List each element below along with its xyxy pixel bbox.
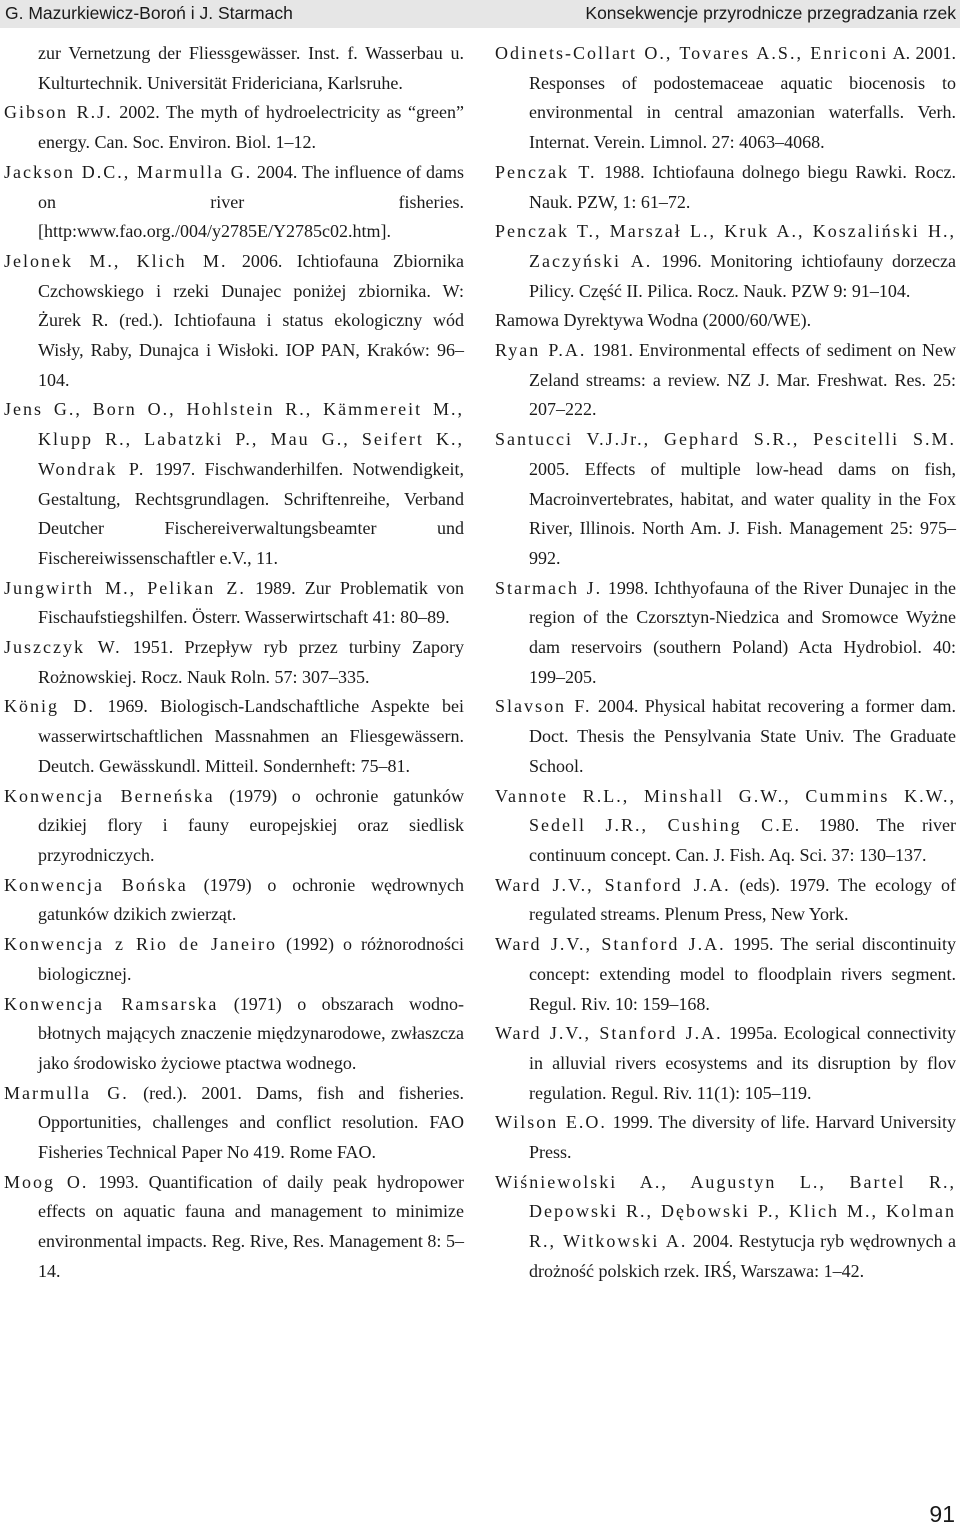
reference-authors: Juszczyk W. <box>4 637 122 658</box>
reference-entry <box>495 306 956 336</box>
reference-authors: Penczak T. <box>495 161 597 182</box>
reference-authors: Ward J.V., Stanford J.A. <box>495 934 726 955</box>
reference-authors: Odinets-Collart O., Tovares A.S., Enriconi <box>495 43 889 63</box>
reference-text: (1992) o różnorodności biologicznej. <box>38 934 464 984</box>
reference-text: 2004. Physical habitat recovering a former dam. Doct. Thesis the Pensylvania State Univ. The Graduate School. <box>529 696 957 776</box>
reference-text: 1989. Zur Problematik von Fischaufstiegshilfen. Österr. Wasserwirtschaft 41: 80–89. <box>38 577 464 628</box>
reference-text: 1996. Monitoring ichtiofauny dorzecza Pilicy. Część II. Pilica. Rocz. Nauk. PZW 9: 91–104. <box>529 250 956 301</box>
reference-text: 1981. Environmental effects of sediment on New Zeland streams: a review. NZ J. Mar. Freshwat. Res. 25: 207–222. <box>529 340 956 420</box>
reference-text: (1979) o ochronie wędrownych gatunków dzikich zwierząt. <box>38 874 465 925</box>
reference-text: 1999. The diversity of life. Harvard University Press. <box>529 1112 956 1163</box>
reference-text: 1995. The serial discontinuity concept: extending model to floodplain rivers segment. Regul. Riv. 10: 159–168. <box>529 934 957 1014</box>
reference-text: Ramowa Dyrektywa Wodna (2000/60/WE). <box>495 310 812 331</box>
reference-entry <box>4 692 464 781</box>
reference-authors: Ryan P.A. <box>495 340 587 361</box>
reference-text: 2005. Effects of multiple low-head dams on fish, Macroinvertebrates, habitat, and water quality in the Fox River, Illinois. North Am. J. Fish. Management 25: 975–992. <box>529 458 956 568</box>
reference-authors: Starmach J. <box>495 577 603 598</box>
reference-authors: König D. <box>4 696 95 717</box>
reference-authors: Gibson R.J. <box>4 102 113 123</box>
reference-authors: Jelonek M., Klich M. <box>4 250 228 271</box>
reference-text: A. 2001. Responses of podostemaceae aquatic biocenosis to environmental in central amazonian waterfalls. Verh. Internat. Verein. Limnol. 27: 4063–4068. <box>529 43 956 153</box>
reference-entry <box>4 1079 464 1168</box>
reference-entry <box>4 574 464 633</box>
reference-authors: Moog O. <box>4 1171 89 1192</box>
page-number: 91 <box>929 1501 955 1527</box>
reference-text: (eds). 1979. The ecology of regulated streams. Plenum Press, New York. <box>529 874 956 925</box>
reference-authors: Konwencja Berneńska <box>4 785 215 806</box>
reference-entry <box>4 990 464 1079</box>
reference-text: zur Vernetzung der Fliessgewässer. Inst. f. Wasserbau u. Kulturtechnik. Universität Fridericiana, Karlsruhe. <box>38 43 464 93</box>
reference-entry <box>495 425 956 574</box>
reference-entry <box>4 39 464 98</box>
reference-text: 1998. Ichthyofauna of the River Dunajec in the region of the Czorsztyn-Niedzica and Sromowce Wyżne dam reservoirs (southern Poland) Acta Hydrobiol. 40: 199–205. <box>529 577 957 687</box>
reference-entry <box>495 217 956 306</box>
reference-text: 1993. Quantification of daily peak hydropower effects on aquatic fauna and management to minimize environmental impacts. Reg. Rive, Res. Management 8: 5–14. <box>38 1171 464 1281</box>
header-authors: G. Mazurkiewicz-Boroń i J. Starmach <box>5 3 293 23</box>
reference-text: 1980. The river continuum concept. Can. J. Fish. Aq. Sci. 37: 130–137. <box>529 815 956 865</box>
reference-text: 1997. Fischwanderhilfen. Notwendigkeit, Gestaltung, Rechtsgrundlagen. Schriftenreihe, Verband Deutcher Fischereiverwaltungsbeamter und Fischereiwissenschaftler e.V., 11. <box>38 458 464 568</box>
reference-entry <box>4 158 464 247</box>
reference-authors: Konwencja Bońska <box>4 874 188 895</box>
reference-text: 1951. Przepływ ryb przez turbiny Zapory Rożnowskiej. Rocz. Nauk Roln. 57: 307–335. <box>38 637 464 687</box>
reference-authors: Ward J.V., Stanford J.A. <box>495 1023 723 1044</box>
reference-text: 1969. Biologisch-Landschaftliche Aspekte bei wasserwirtschaftlichen Massnahmen an Fliesgewässern. Deutch. Gewässkundl. Mitteil. Sondernheft: 75–81. <box>38 696 465 776</box>
reference-entry <box>495 158 956 217</box>
reference-entry <box>495 930 956 1019</box>
reference-text: 2004. Restytucja ryb wędrownych a drożność polskich rzek. IRŚ, Warszawa: 1–42. <box>529 1231 957 1281</box>
reference-entry <box>4 930 464 989</box>
reference-authors: Jens G., Born O., Hohlstein R., Kämmereit M., Klupp R., Labatzki P., Mau G., Seifert K., Wondrak P. <box>4 399 464 479</box>
reference-entry <box>495 871 956 930</box>
reference-text: 2002. The myth of hydroelectricity as “green” energy. Can. Soc. Environ. Biol. 1–12. <box>38 102 464 153</box>
header-title: Konsekwencje przyrodnicze przegradzania rzek <box>585 3 956 23</box>
reference-authors: Santucci V.J.Jr., Gephard S.R., Pescitelli S.M. <box>495 429 956 450</box>
reference-entry <box>495 692 956 781</box>
reference-entry <box>4 871 464 930</box>
references-right-column <box>495 39 956 1287</box>
reference-text: 1995a. Ecological connectivity in alluvial rivers ecosystems and its disruption by flov regulation. Regul. Riv. 11(1): 105–119. <box>529 1023 956 1103</box>
reference-authors: Penczak T., Marszał L., Kruk A., Koszaliński H., Zaczyński A. <box>495 221 956 271</box>
reference-entry <box>495 1108 956 1167</box>
running-header <box>0 0 960 28</box>
reference-authors: Konwencja Ramsarska <box>4 993 219 1014</box>
reference-text: 2006. Ichtiofauna Zbiornika Czchowskiego i rzeki Dunajec poniżej zbiornika. W: Żurek R. (red.). Ichtiofauna i status ekologiczny wód Wisły, Raby, Dunajca i Wisłoki. IOP PAN, Kraków: 96–104. <box>38 250 464 390</box>
reference-authors: Slavson F. <box>495 696 592 717</box>
references-left-column <box>4 39 464 1287</box>
reference-entry <box>4 633 464 692</box>
reference-authors: Konwencja z Rio de Janeiro <box>4 934 277 955</box>
reference-entry <box>495 574 956 693</box>
reference-authors: Jungwirth M., Pelikan Z. <box>4 577 246 598</box>
reference-text: (red.). 2001. Dams, fish and fisheries. Opportunities, challenges and conflict resolution. FAO Fisheries Technical Paper No 419. Rome FAO. <box>38 1082 464 1163</box>
reference-entry <box>4 395 464 573</box>
reference-authors: Marmulla G. <box>4 1082 129 1103</box>
reference-entry <box>4 782 464 871</box>
reference-text: 1988. Ichtiofauna dolnego biegu Rawki. Rocz. Nauk. PZW, 1: 61–72. <box>529 161 956 212</box>
reference-entry <box>495 1019 956 1108</box>
reference-entry <box>4 1168 464 1287</box>
reference-entry <box>495 1168 956 1287</box>
reference-entry <box>4 98 464 157</box>
reference-authors: Wiśniewolski A., Augustyn L., Bartel R., Depowski R., Dębowski P., Klich M., Kolman R., Witkowski A. <box>495 1171 956 1252</box>
reference-authors: Vannote R.L., Minshall G.W., Cummins K.W., Sedell J.R., Cushing C.E. <box>495 785 956 836</box>
reference-entry <box>495 39 956 158</box>
reference-text: 2004. The influence of dams on river fisheries. [http:www.fao.org./004/y2785E/Y2785c02.htm]. <box>38 161 464 242</box>
reference-entry <box>4 247 464 396</box>
reference-authors: Ward J.V., Stanford J.A. <box>495 874 731 895</box>
reference-authors: Jackson D.C., Marmulla G. <box>4 161 253 182</box>
reference-entry <box>495 336 956 425</box>
reference-entry <box>495 782 956 871</box>
reference-authors: Wilson E.O. <box>495 1112 607 1133</box>
reference-text: (1971) o obszarach wodno-błotnych mających znaczenie międzynarodowe, zwłaszcza jako środowisko życiowe ptactwa wodnego. <box>38 993 464 1073</box>
reference-text: (1979) o ochronie gatunków dzikiej flory i fauny europejskiej oraz siedlisk przyrodniczych. <box>38 785 464 865</box>
